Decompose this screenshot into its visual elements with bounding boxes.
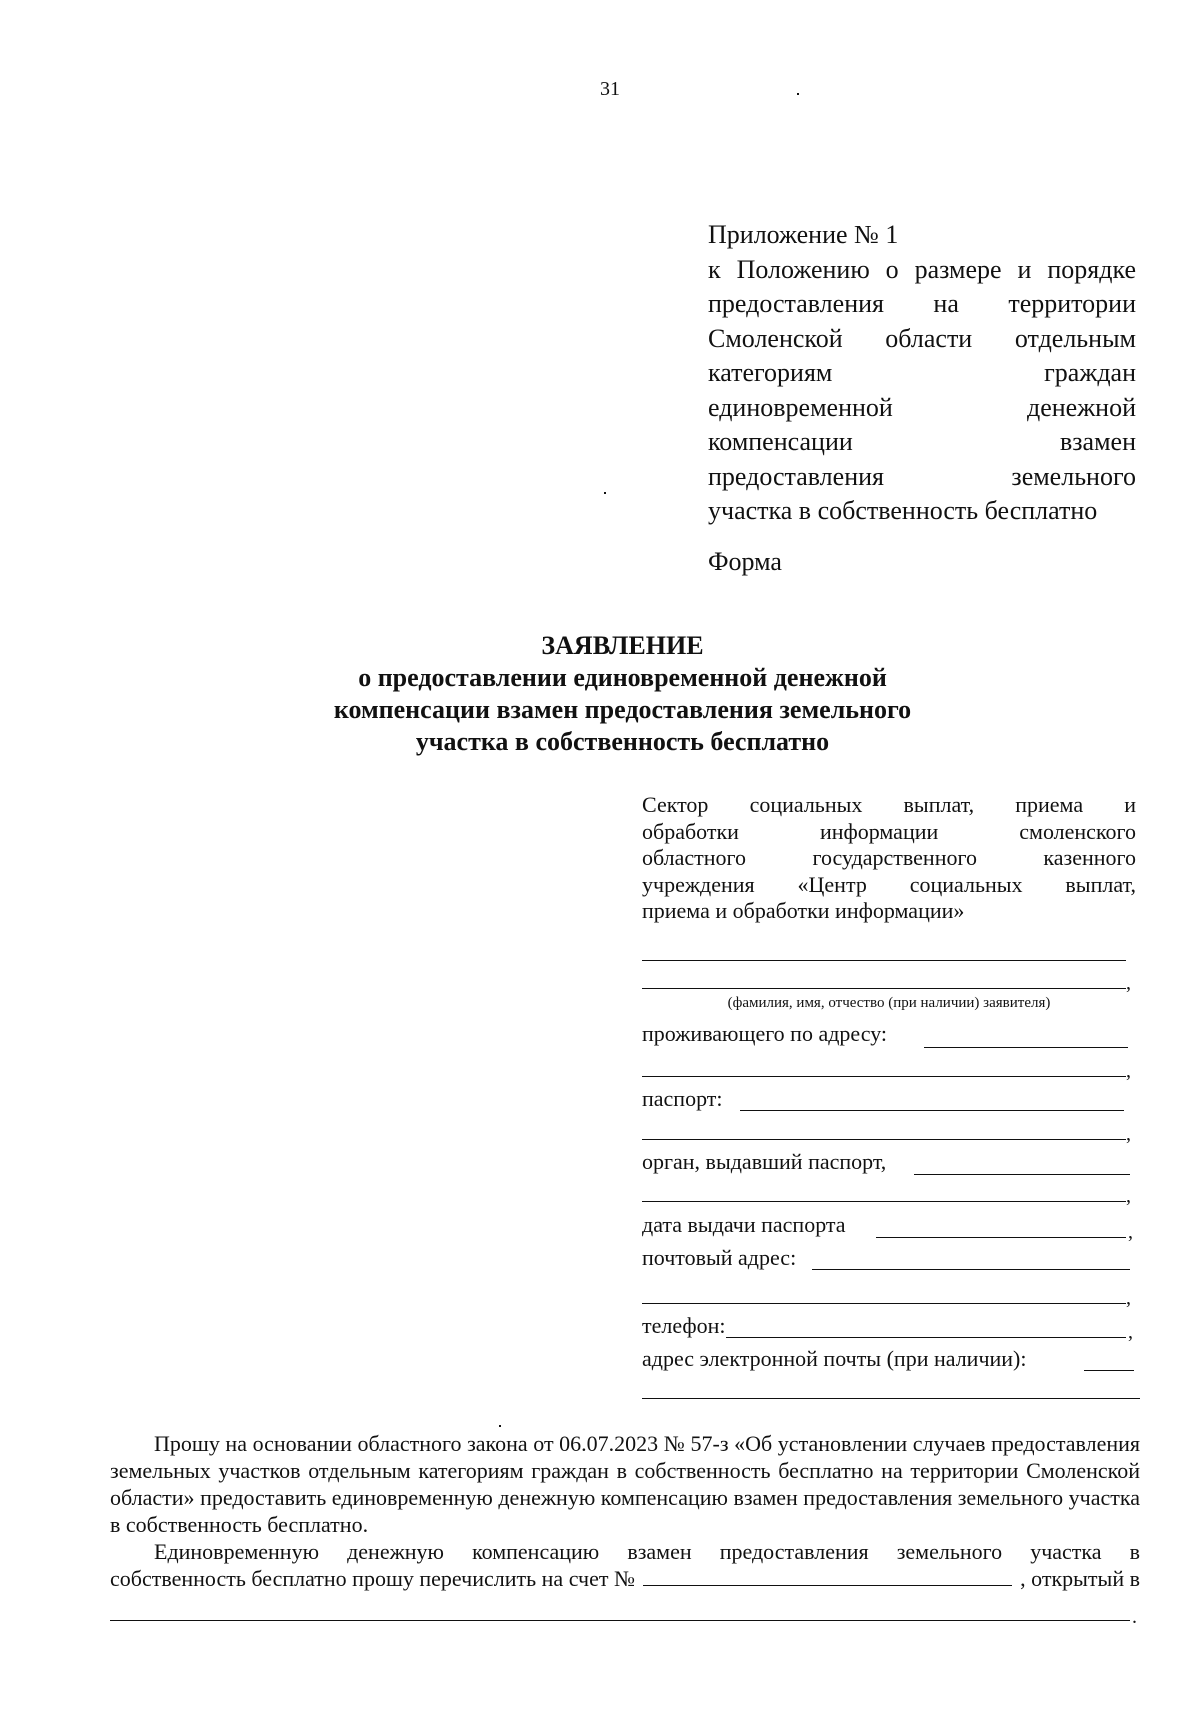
email-line[interactable] — [1084, 1370, 1134, 1371]
address-label: проживающего по адресу: — [642, 1021, 888, 1046]
account-text: собственность бесплатно прошу перечислить на счет № — [110, 1566, 635, 1591]
passport-line[interactable] — [740, 1110, 1124, 1111]
period-mark: . — [1132, 1606, 1137, 1628]
heading-line: участка в собственность бесплатно — [415, 727, 830, 756]
recipient-line: приема и обработки информации» — [642, 898, 965, 923]
heading-line: о предоставлении единовременной денежной — [358, 663, 887, 692]
appendix-line: к Положению о размере и порядке — [708, 254, 1136, 284]
appendix-line: единовременной денежной — [708, 392, 1136, 422]
account-line — [110, 1565, 1140, 1592]
address-line[interactable] — [642, 1076, 1126, 1077]
email-label: адрес электронной почты (при наличии): — [642, 1346, 1027, 1371]
comma-mark: , — [1126, 1287, 1131, 1309]
appendix-line: участка в собственность бесплатно — [708, 496, 1098, 525]
applicant-caption: (фамилия, имя, отчество (при наличии) заявителя) — [727, 995, 1051, 1011]
issuer-line[interactable] — [914, 1174, 1130, 1175]
comma-mark: , — [1128, 1221, 1133, 1243]
heading-line: компенсации взамен предоставления земельного — [333, 695, 912, 724]
appendix-line: категориям граждан — [708, 358, 1136, 387]
recipient-line: учреждения «Центр социальных выплат, — [642, 871, 1136, 897]
recipient-line: областного государственного казенного — [642, 845, 1136, 870]
payment-paragraph: Единовременную денежную компенсацию взамен предоставления земельного участка в — [154, 1539, 1140, 1564]
comma-mark: , — [1126, 1060, 1131, 1082]
issue-date-line[interactable] — [876, 1237, 1126, 1238]
appendix-line: предоставления земельного — [708, 461, 1136, 491]
appendix-line: Смоленской области отдельным — [708, 323, 1136, 353]
address-line[interactable] — [924, 1047, 1128, 1048]
postal-address-line[interactable] — [812, 1269, 1130, 1270]
phone-label: телефон: — [642, 1313, 726, 1338]
recipient-line: Сектор социальных выплат, приема и — [642, 792, 1136, 817]
appendix-block — [708, 218, 1136, 529]
comma-mark: , — [1126, 1123, 1131, 1145]
request-paragraph: Прошу на основании областного закона от 06.07.2023 № 57-з «Об установлении случаев предоставления земельных участков отдельным категориям граждан в собственность бесплатно на территории Смоленской области» предоставить единовременную денежную компенсацию взамен предоставления земельного участка в собственность бесплатно. — [110, 1431, 1140, 1537]
account-opened-text: , открытый в — [1020, 1566, 1140, 1591]
phone-line[interactable] — [726, 1337, 1126, 1338]
scan-speck — [499, 1425, 501, 1427]
postal-address-line[interactable] — [642, 1303, 1126, 1304]
account-number-blank[interactable] — [643, 1565, 1012, 1586]
comma-mark: , — [1126, 1185, 1131, 1207]
recipient-block — [642, 792, 1136, 925]
form-label: Форма — [708, 547, 782, 576]
heading-title: ЗАЯВЛЕНИЕ — [541, 631, 704, 660]
appendix-line: компенсации взамен — [708, 427, 1136, 456]
document-heading — [0, 630, 1200, 758]
scan-speck — [604, 492, 606, 494]
recipient-line: обработки информации смоленского — [642, 818, 1136, 844]
passport-label: паспорт: — [642, 1086, 723, 1111]
page-number: 31 — [600, 78, 620, 100]
email-line[interactable] — [642, 1398, 1140, 1399]
bank-name-line[interactable] — [110, 1620, 1130, 1621]
issuer-label: орган, выдавший паспорт, — [642, 1149, 887, 1174]
scan-speck — [797, 93, 799, 95]
appendix-title: Приложение № 1 — [708, 220, 899, 249]
issue-date-label: дата выдачи паспорта — [642, 1212, 846, 1237]
issuer-line[interactable] — [642, 1201, 1126, 1202]
passport-line[interactable] — [642, 1139, 1126, 1140]
comma-mark: , — [1128, 1321, 1133, 1343]
applicant-name-line[interactable] — [642, 988, 1126, 989]
comma-mark: , — [1126, 972, 1131, 994]
appendix-line: предоставления на территории — [708, 289, 1136, 318]
request-body — [110, 1430, 1140, 1592]
postal-address-label: почтовый адрес: — [642, 1245, 797, 1270]
applicant-name-line[interactable] — [642, 960, 1126, 961]
